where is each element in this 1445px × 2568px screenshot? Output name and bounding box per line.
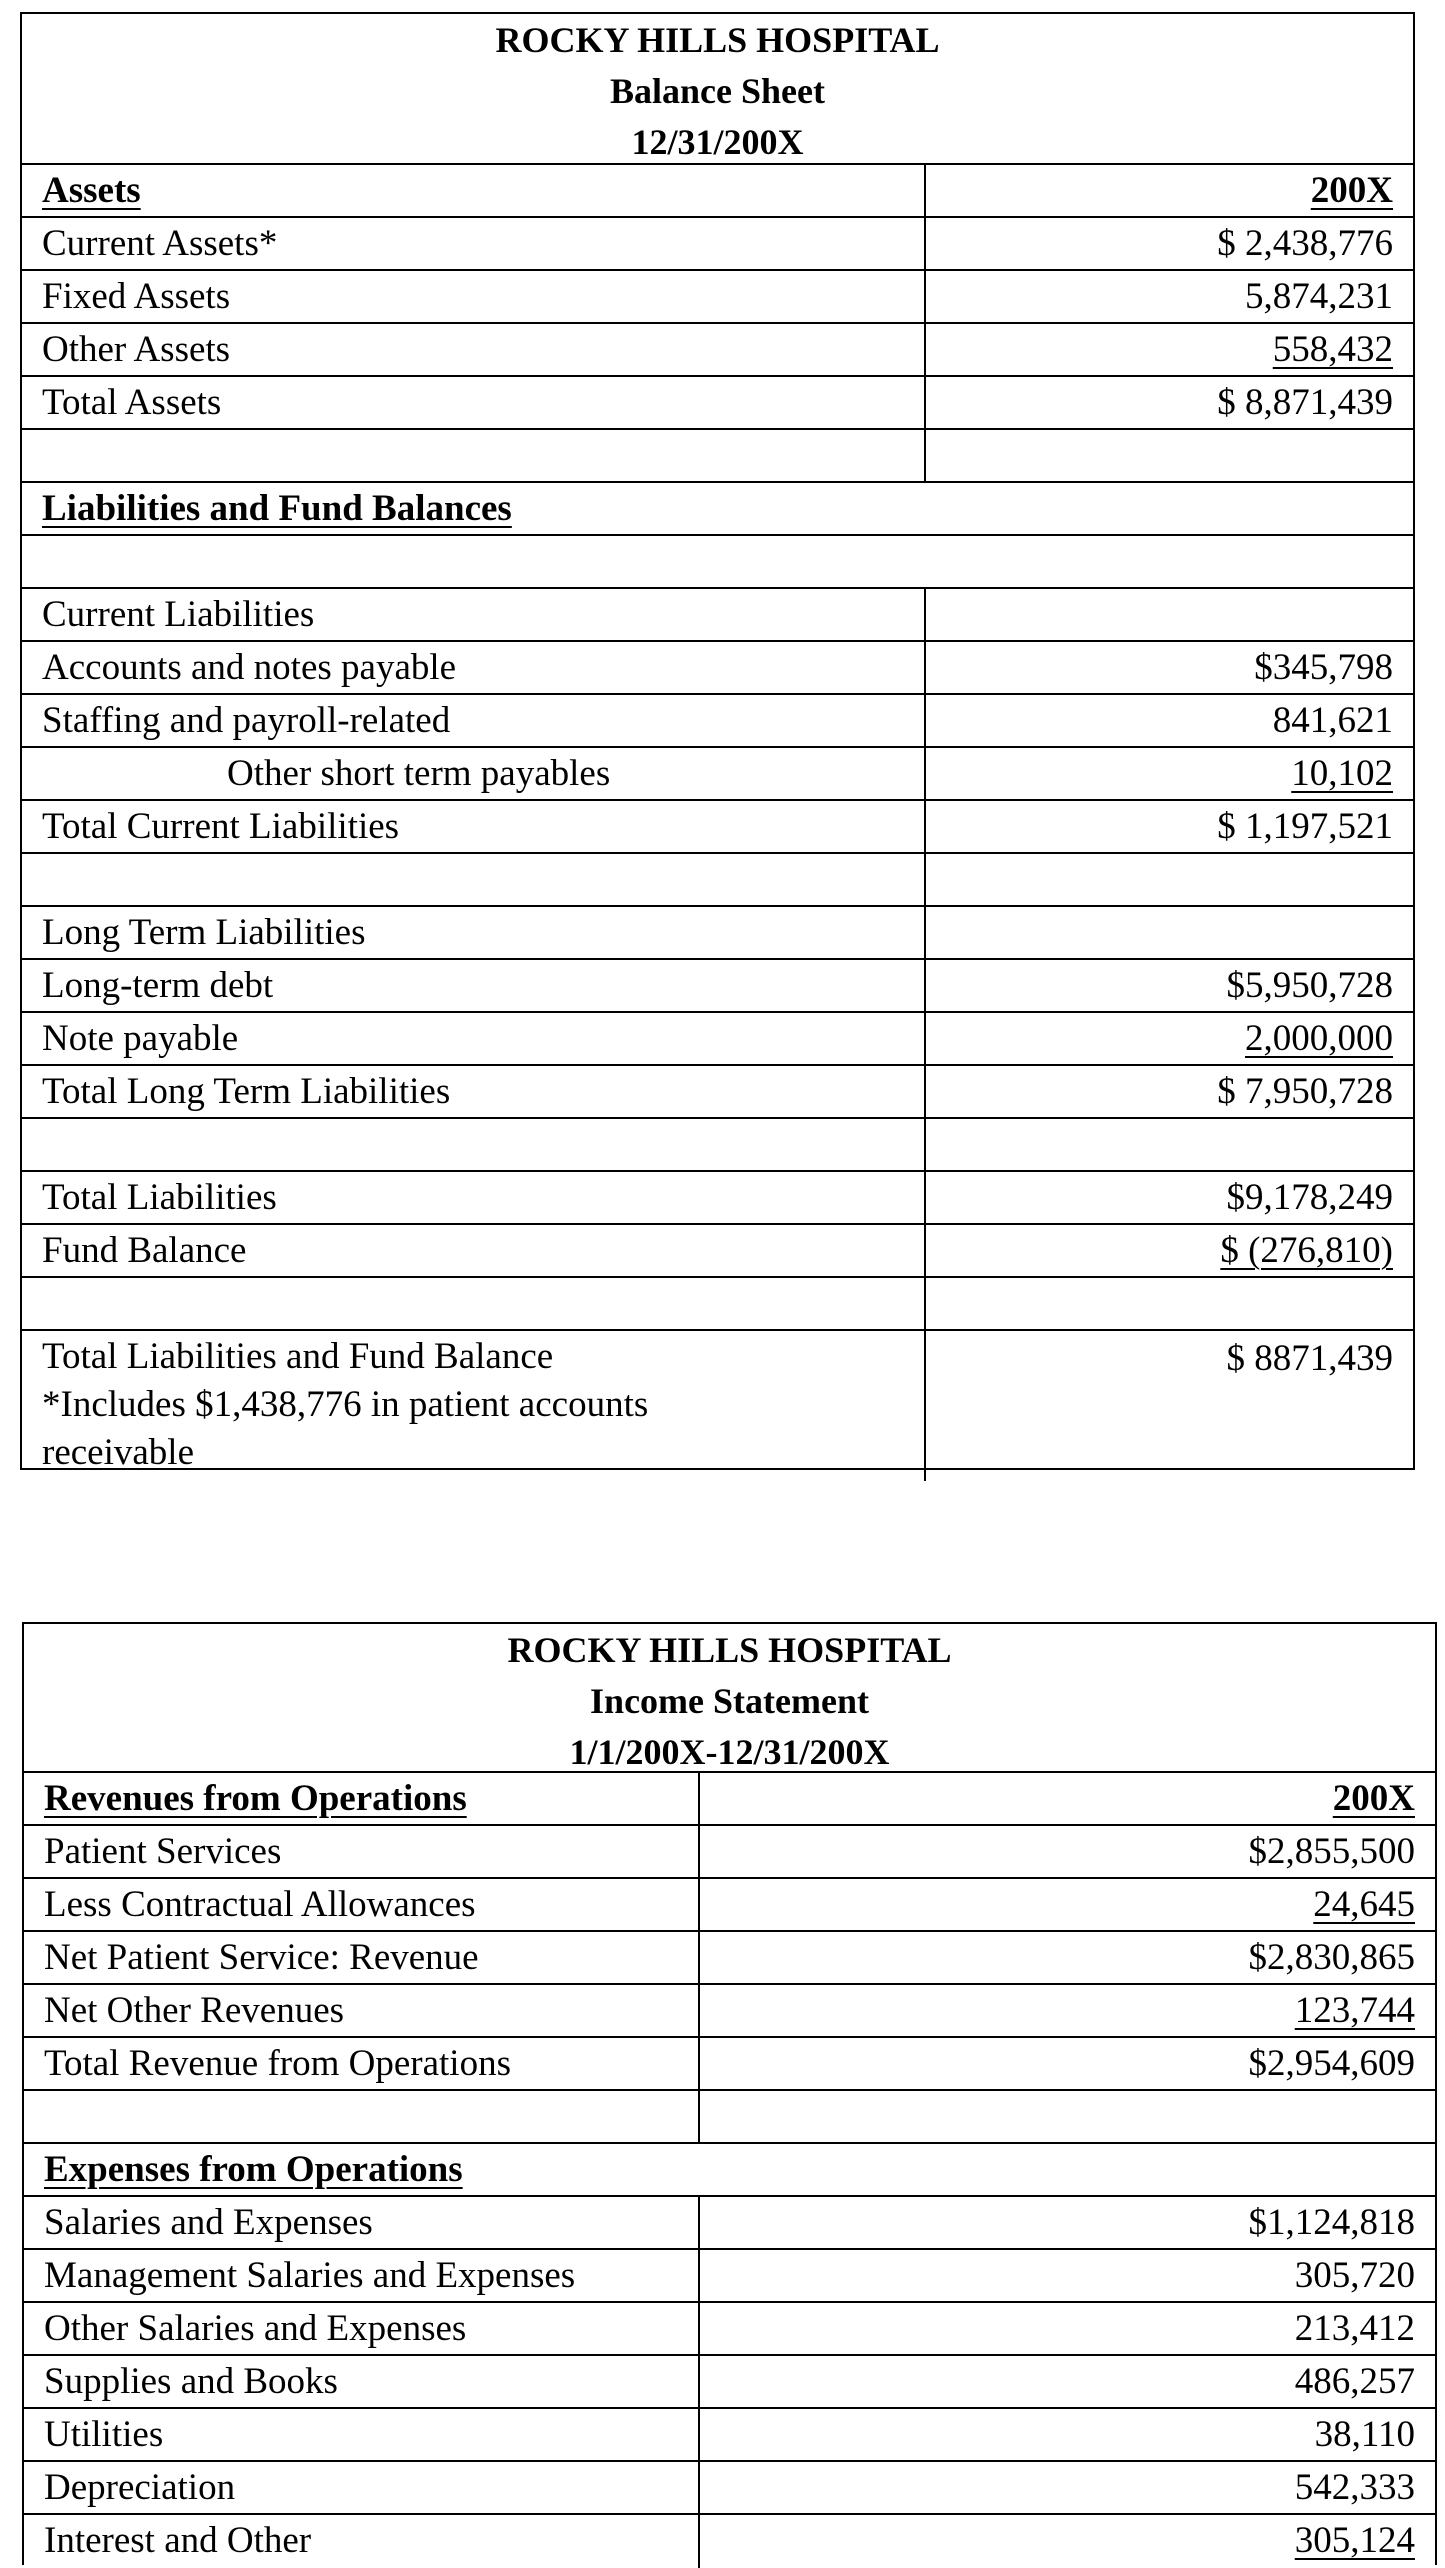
total-liab-fund-value: $ 8871,439	[1226, 1338, 1393, 1379]
interest-value: 305,124	[1294, 2520, 1415, 2561]
revenues-heading-row	[24, 1773, 1435, 1826]
income-statement-period: 1/1/200X-12/31/200X	[569, 1732, 890, 1772]
salaries-label: Salaries and Expenses	[24, 2197, 700, 2248]
empty-row	[22, 430, 1413, 483]
total-liabilities-value: $9,178,249	[1226, 1177, 1393, 1218]
empty-row	[22, 536, 1413, 589]
balance-year-heading: 200X	[1310, 170, 1393, 211]
liabilities-heading-row	[22, 483, 1413, 536]
total-long-term-value: $ 7,950,728	[1217, 1071, 1393, 1112]
table-row	[22, 748, 1413, 801]
accounts-payable-value: $345,798	[1254, 647, 1393, 688]
income-statement-title: ROCKY HILLS HOSPITAL	[507, 1630, 952, 1670]
total-liabilities-label: Total Liabilities	[22, 1172, 926, 1223]
utilities-label: Utilities	[24, 2409, 700, 2460]
fund-balance-label: Fund Balance	[22, 1225, 926, 1276]
interest-label: Interest and Other	[24, 2515, 700, 2568]
long-term-heading: Long Term Liabilities	[22, 907, 926, 958]
mgmt-salaries-label: Management Salaries and Expenses	[24, 2250, 700, 2301]
total-long-term-label: Total Long Term Liabilities	[22, 1066, 926, 1117]
total-current-liabilities-label: Total Current Liabilities	[22, 801, 926, 852]
utilities-value: 38,110	[1314, 2414, 1415, 2455]
assets-heading: Assets	[42, 170, 141, 211]
footnote-line2: receivable	[42, 1432, 194, 1473]
balance-sheet-title: ROCKY HILLS HOSPITAL	[495, 20, 940, 60]
net-patient-label: Net Patient Service: Revenue	[24, 1932, 700, 1983]
supplies-label: Supplies and Books	[24, 2356, 700, 2407]
other-assets-label: Other Assets	[22, 324, 926, 375]
patient-services-label: Patient Services	[24, 1826, 700, 1877]
balance-sheet-subtitle: Balance Sheet	[610, 71, 825, 111]
other-short-term-label: Other short term payables	[22, 748, 926, 799]
empty-row	[22, 1278, 1413, 1331]
fixed-assets-label: Fixed Assets	[22, 271, 926, 322]
income-year-heading: 200X	[1332, 1778, 1415, 1819]
empty-row	[24, 2091, 1435, 2144]
contractual-label: Less Contractual Allowances	[24, 1879, 700, 1930]
table-row	[22, 1172, 1413, 1225]
assets-heading-row	[22, 165, 1413, 218]
expenses-heading-row	[24, 2144, 1435, 2197]
table-row	[24, 2356, 1435, 2409]
accounts-payable-label: Accounts and notes payable	[22, 642, 926, 693]
income-statement-table	[22, 1622, 1437, 2565]
table-row	[24, 1985, 1435, 2038]
net-patient-value: $2,830,865	[1248, 1937, 1415, 1978]
total-revenue-value: $2,954,609	[1248, 2043, 1415, 2084]
other-short-term-value: 10,102	[1291, 753, 1393, 794]
balance-sheet-table	[20, 12, 1415, 1473]
income-statement-header	[24, 1624, 1435, 1773]
table-row	[24, 1932, 1435, 1985]
balance-sheet-date: 12/31/200X	[631, 122, 804, 162]
footnote-line1: *Includes $1,438,776 in patient accounts	[42, 1384, 649, 1425]
expenses-heading: Expenses from Operations	[44, 2149, 463, 2190]
table-row	[22, 642, 1413, 695]
net-other-label: Net Other Revenues	[24, 1985, 700, 2036]
note-payable-label: Note payable	[22, 1013, 926, 1064]
total-assets-value: $ 8,871,439	[1217, 382, 1393, 423]
table-row	[24, 2303, 1435, 2356]
revenues-heading: Revenues from Operations	[44, 1778, 467, 1819]
table-row	[24, 1826, 1435, 1879]
empty-row	[22, 1119, 1413, 1172]
other-salaries-label: Other Salaries and Expenses	[24, 2303, 700, 2354]
fund-balance-value: $ (276,810)	[1220, 1230, 1393, 1271]
table-row	[22, 1331, 1413, 1481]
long-term-debt-value: $5,950,728	[1226, 965, 1393, 1006]
net-other-value: 123,744	[1294, 1990, 1415, 2031]
long-term-debt-label: Long-term debt	[22, 960, 926, 1011]
mgmt-salaries-value: 305,720	[1294, 2255, 1415, 2296]
salaries-value: $1,124,818	[1248, 2202, 1415, 2243]
table-row	[24, 2515, 1435, 2568]
total-revenue-label: Total Revenue from Operations	[24, 2038, 700, 2089]
current-assets-label: Current Assets*	[22, 218, 926, 269]
table-row	[22, 960, 1413, 1013]
table-row	[24, 2197, 1435, 2250]
table-row	[22, 1066, 1413, 1119]
total-liab-fund-label: Total Liabilities and Fund Balance	[42, 1336, 554, 1377]
staffing-value: 841,621	[1272, 700, 1393, 741]
table-row	[24, 2038, 1435, 2091]
note-payable-value: 2,000,000	[1245, 1018, 1393, 1059]
income-statement-subtitle: Income Statement	[590, 1681, 869, 1721]
staffing-label: Staffing and payroll-related	[22, 695, 926, 746]
table-row	[22, 801, 1413, 854]
table-row	[22, 589, 1413, 642]
patient-services-value: $2,855,500	[1248, 1831, 1415, 1872]
depreciation-label: Depreciation	[24, 2462, 700, 2513]
current-assets-value: $ 2,438,776	[1217, 223, 1393, 264]
other-salaries-value: 213,412	[1294, 2308, 1415, 2349]
table-row	[22, 695, 1413, 748]
table-row	[24, 2409, 1435, 2462]
other-assets-value: 558,432	[1272, 329, 1393, 370]
table-row	[24, 1879, 1435, 1932]
total-assets-label: Total Assets	[22, 377, 926, 428]
table-row	[24, 2250, 1435, 2303]
supplies-value: 486,257	[1294, 2361, 1415, 2402]
liabilities-heading: Liabilities and Fund Balances	[42, 488, 512, 529]
current-liabilities-heading: Current Liabilities	[22, 589, 926, 640]
fixed-assets-value: 5,874,231	[1245, 276, 1393, 317]
contractual-value: 24,645	[1313, 1884, 1415, 1925]
total-current-liabilities-value: $ 1,197,521	[1217, 806, 1393, 847]
table-row	[22, 218, 1413, 271]
table-row	[22, 1225, 1413, 1278]
table-row	[24, 2462, 1435, 2515]
table-row	[22, 324, 1413, 377]
depreciation-value: 542,333	[1294, 2467, 1415, 2508]
table-row	[22, 271, 1413, 324]
table-row	[22, 907, 1413, 960]
empty-row	[22, 854, 1413, 907]
table-row	[22, 1013, 1413, 1066]
balance-sheet-header	[22, 14, 1413, 165]
table-row	[22, 377, 1413, 430]
